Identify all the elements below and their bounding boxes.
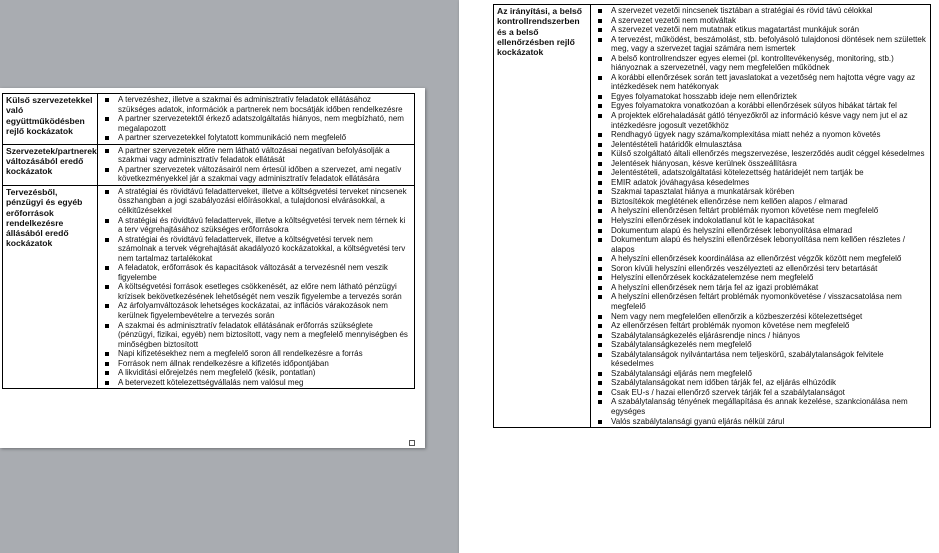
risk-item: Külső szolgáltató általi ellenőrzés megszervezése, leszerződés audit céggel késedelmes [594,149,927,159]
risk-item-list [101,146,411,184]
risk-item-list [101,187,411,387]
risk-table-right [493,4,931,428]
risk-item: A helyszíni ellenőrzésen feltárt problémák nyomon követése nem megfelelő [594,206,927,216]
risk-items-cell [98,144,415,185]
risk-item: Szakmai tapasztalat hiánya a munkatársak körében [594,187,927,197]
risk-item: A stratégiai és rövidtávú feladattervek, illetve a költségvetési tervek nem térnek ki a terv végrehajtásához szükséges erőforrásokra [101,216,411,235]
risk-item: Dokumentum alapú és helyszíni ellenőrzések lebonyolítása elmarad [594,226,927,236]
risk-items-cell [591,5,931,428]
risk-item-list [101,95,411,143]
risk-item: Helyszíni ellenőrzések kockázatelemzése nem megfelelő [594,273,927,283]
risk-item: A helyszíni ellenőrzések koordinálása az ellenőrzést végzők között nem megfelelő [594,254,927,264]
risk-item: A költségvetési források esetleges csökkenését, az előre nem látható pénzügyi krízisek bekövetkezésének lehetőségét nem veszik figyelembe a tervezés során [101,282,411,301]
risk-item: A stratégiai és rövidtávú feladatterveket, illetve a költségvetési terveket nincsenek összhangban a jogi szabályozási előírásokkal, a tulajdonosi elvárásokkal, a célkitűzésekkel [101,187,411,216]
risk-item: Jelentések hiányosan, késve kerülnek összeállításra [594,159,927,169]
risk-item: A feladatok, erőforrások és kapacitások változását a tervezésnél nem veszik figyelembe [101,263,411,282]
risk-item-list [594,6,927,426]
risk-item: Az ellenőrzésen feltárt problémák nyomon követése nem megfelelő [594,321,927,331]
risk-item: Soron kívüli helyszíni ellenőrzés veszélyezteti az ellenőrzési terv betartását [594,264,927,274]
risk-item: A szakmai és adminisztratív feladatok ellátásának erőforrás szükséglete (pénzügyi, fizikai, egyéb) nem biztosított, vagy nem a megfelelő mennyiségben és minőségben biztosított [101,321,411,350]
risk-item: Rendhagyó ügyek nagy száma/komplexitása miatt nehéz a nyomon követés [594,130,927,140]
risk-item: A szervezet vezetői nem mutatnak etikus magatartást munkájuk során [594,25,927,35]
risk-item: A likviditási előrejelzés nem megfelelő (késik, pontatlan) [101,368,411,378]
risk-row [3,144,415,185]
risk-row [3,94,415,145]
risk-item: Az árfolyamváltozások lehetséges kockázatai, az inflációs várakozások nem kerülnek figyelembevételre a tervezés során [101,301,411,320]
risk-item: A partner szervezetektől érkező adatszolgáltatás hiányos, nem megbízható, nem megalapozott [101,114,411,133]
risk-item: A tervezést, működést, beszámolást, stb. befolyásoló tulajdonosi döntések nem születtek meg, vagy a szervezet tagjai számára nem ismertek [594,35,927,54]
risk-item: A partner szervezetek változásairól nem értesül időben a szervezet, ami negatív következményekkel jár a szakmai vagy adminisztratív feladatok ellátására [101,165,411,184]
risk-table-left [2,93,415,389]
risk-item: A projektek előrehaladását gátló tényezőkről az információ késve vagy nem jut el az intézkedésre jogosult vezetőkhöz [594,111,927,130]
risk-item: A belső kontrollrendszer egyes elemei (pl. kontrolltevékenység, monitoring, stb.) hiányoznak a szervezetnél, vagy nem megfelelően működnek [594,54,927,73]
risk-item: A betervezett kötelezettségvállalás nem valósul meg [101,378,411,388]
risk-item: EMIR adatok jóváhagyása késedelmes [594,178,927,188]
risk-item: Források nem állnak rendelkezésre a kifizetés időpontjában [101,359,411,369]
risk-category-cell: Szervezetek/partnerek változásából eredő kockázatok [3,144,98,185]
risk-category-cell: Az irányítási, a belső kontrollrendszerben és a belső ellenőrzésben rejlő kockázatok [494,5,591,428]
document-page-right [459,0,939,553]
risk-items-cell [98,185,415,388]
risk-item: A helyszíni ellenőrzésen feltárt problémák nyomonkövetése / visszacsatolása nem megfelelő [594,292,927,311]
risk-item: Nem vagy nem megfelelően ellenőrzik a közbeszerzési kötelezettséget [594,312,927,322]
risk-item: A szervezet vezetői nem motiváltak [594,16,927,26]
risk-item: A partner szervezetekkel folytatott kommunikáció nem megfelelő [101,133,411,143]
risk-item: Valós szabálytalansági gyanú eljárás nélkül zárul [594,417,927,427]
risk-item: Helyszíni ellenőrzések indokolatlanul köt le kapacitásokat [594,216,927,226]
risk-item: A szabálytalanság tényének megállapítása és annak kezelése, szankcionálása nem egységes [594,397,927,416]
table-resize-handle[interactable] [409,440,415,446]
risk-item: Jelentéstételi, adatszolgáltatási kötelezettség határidejét nem tartják be [594,168,927,178]
risk-row [494,5,931,428]
risk-item: A partner szervezetek előre nem látható változásai negatívan befolyásolják a szakmai vagy adminisztratív feladatok ellátását [101,146,411,165]
risk-category-cell: Külső szervezetekkel való együttműködésben rejlő kockázatok [3,94,98,145]
risk-item: A szervezet vezetői nincsenek tisztában a stratégiai és rövid távú célokkal [594,6,927,16]
risk-item: Szabálytalanságkezelés eljárásrendje nincs / hiányos [594,331,927,341]
risk-item: Csak EU-s / hazai ellenőrző szervek tárják fel a szabálytalanságot [594,388,927,398]
risk-item: Szabálytalanságkezelés nem megfelelő [594,340,927,350]
risk-item: Napi kifizetésekhez nem a megfelelő soron áll rendelkezésre a forrás [101,349,411,359]
risk-item: Dokumentum alapú és helyszíni ellenőrzések lebonyolítása nem kellően részletes / alapos [594,235,927,254]
risk-item: Egyes folyamatokra vonatkozóan a korábbi ellenőrzések súlyos hibákat tártak fel [594,101,927,111]
risk-item: Egyes folyamatokat hosszabb ideje nem ellenőriztek [594,92,927,102]
risk-item: Jelentéstételi határidők elmulasztása [594,140,927,150]
risk-item: Szabálytalanságokat nem időben tárják fel, az eljárás elhúzódik [594,378,927,388]
risk-item: A stratégiai és rövidtávú feladattervek, illetve a költségvetési tervek nem számolnak a tervek végrehajtását akadályozó kockázatokkal, a költségvetési terv nem tartalmaz tartalékokat [101,235,411,264]
risk-item: Szabálytalanságok nyilvántartása nem teljeskörű, szabálytalanságok felvitele késedelmes [594,350,927,369]
risk-category-cell: Tervezésből, pénzügyi és egyéb erőforrások rendelkezésre állásából eredő kockázatok [3,185,98,388]
risk-item: Biztosítékok meglétének ellenőrzése nem kellően alapos / elmarad [594,197,927,207]
risk-item: A helyszíni ellenőrzések nem tárja fel az igazi problémákat [594,283,927,293]
risk-items-cell [98,94,415,145]
risk-row [3,185,415,388]
document-page-left [0,88,425,448]
risk-item: Szabálytalansági eljárás nem megfelelő [594,369,927,379]
risk-item: A tervezéshez, illetve a szakmai és adminisztratív feladatok ellátásához szükséges adatok, információk a partnerek nem bocsátják időben rendelkezésre [101,95,411,114]
risk-item: A korábbi ellenőrzések során tett javaslatokat a vezetőség nem hajtotta végre vagy az intézkedések nem hatékonyak [594,73,927,92]
